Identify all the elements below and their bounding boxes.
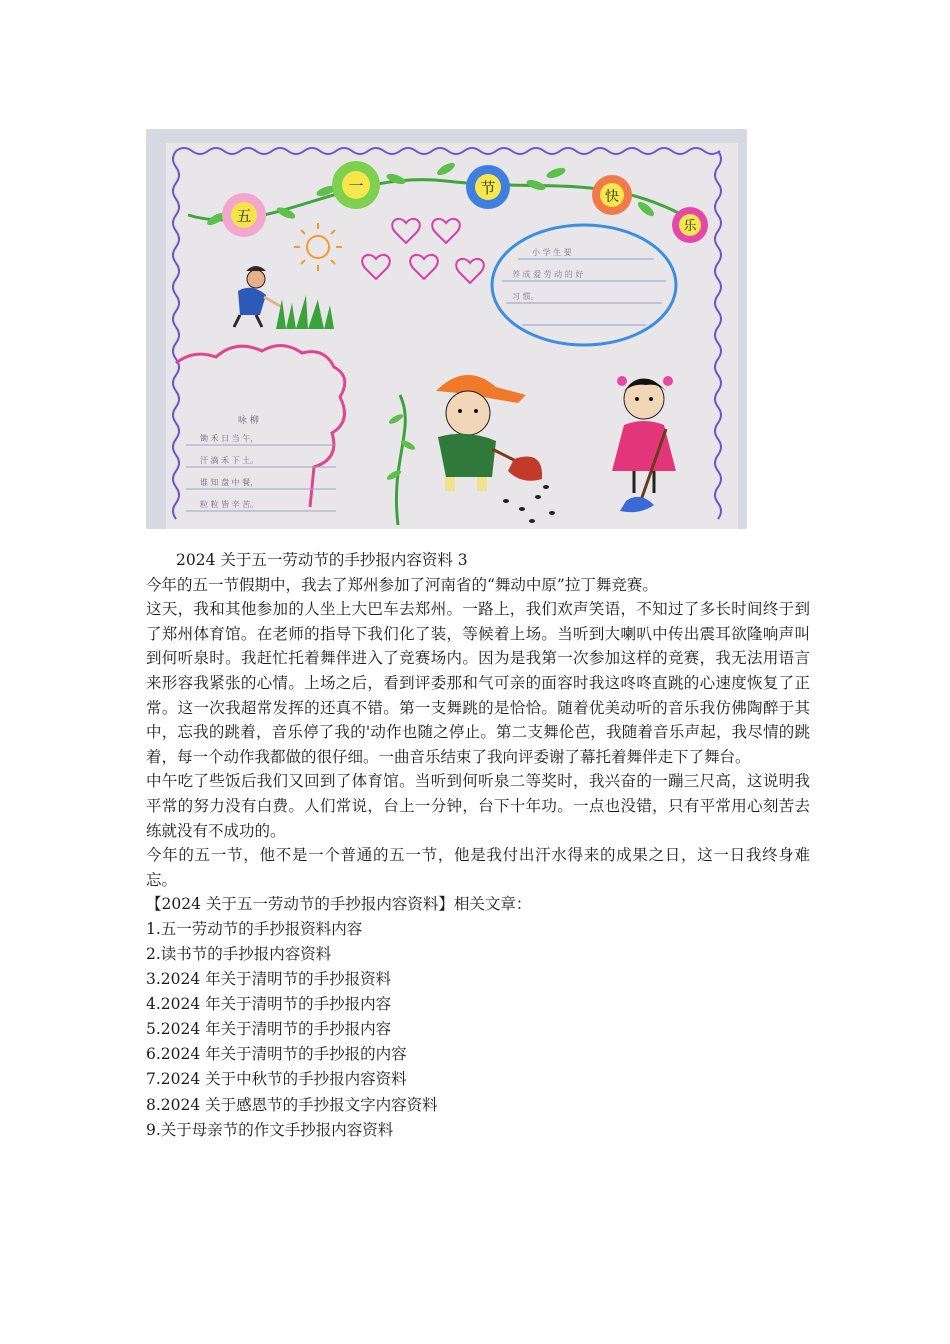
poster-title-char: 五	[236, 207, 252, 225]
related-article-link[interactable]: 2.读书节的手抄报内容资料	[146, 945, 332, 963]
poster-title-char: 一	[348, 177, 364, 195]
title-flower-5	[672, 207, 708, 243]
related-articles-list	[146, 917, 810, 1143]
handmade-poster-photo	[146, 129, 747, 529]
related-article-link[interactable]: 3.2024 年关于清明节的手抄报资料	[146, 970, 392, 989]
oval-line: 小 学 生 要	[532, 248, 572, 257]
title-flower-1	[222, 193, 266, 237]
related-article-link[interactable]: 4.2024 年关于清明节的手抄报内容	[146, 995, 392, 1014]
title-flower-4	[592, 175, 632, 215]
article-caption: 2024 关于五一劳动节的手抄报内容资料 3	[176, 551, 468, 569]
related-article-link[interactable]: 8.2024 关于感恩节的手抄报文字内容资料	[146, 1095, 438, 1114]
poster-title-char: 乐	[683, 219, 697, 234]
cloud-title: 咏 柳	[238, 416, 259, 426]
article-paragraph: 这天，我和其他参加的人坐上大巴车去郑州。一路上，我们欢声笑语，不知过了多长时间终于到了郑州体育馆。在老师的指导下我们化了装，等候着上场。当听到大喇叭中传出震耳欲隆响声叫到何听泉时。我赶忙托着舞伴进入了竞赛场内。因为是我第一次参加这样的竞赛，我无法用语言来形容我紧张的心情。上场之后，看到评委那和气可亲的面容时我这咚咚直跳的心速度恢复了正常。这一次我超常发挥的还真不错。第一支舞跳的是恰恰。随着优美动听的音乐我仿佛陶醉于其中，忘我的跳着，音乐停了我的'动作也随之停止。第二支舞伦芭，我随着音乐声起，我尽情的跳着，每一个动作我都做的很仔细。一曲音乐结束了我向评委谢了幕托着舞伴走下了舞台。	[146, 600, 810, 766]
cloud-line: 汗 滴 禾 下 土。	[200, 456, 259, 465]
related-heading: 【2024 关于五一劳动节的手抄报内容资料】相关文章：	[146, 895, 532, 914]
related-article-link[interactable]: 1.五一劳动节的手抄报资料内容	[146, 919, 363, 938]
article-paragraph: 今年的五一节，他不是一个普通的五一节，他是我付出汗水得来的成果之日，这一日我终身难忘。	[146, 846, 810, 889]
oval-line: 养 成 爱 劳 动 的 好	[512, 270, 584, 279]
article-body	[146, 548, 810, 1143]
related-article-link[interactable]: 6.2024 年关于清明节的手抄报的内容	[146, 1045, 407, 1064]
article-paragraph: 今年的五一节假期中，我去了郑州参加了河南省的“舞动中原”拉丁舞竞赛。	[146, 575, 658, 594]
cloud-line: 粒 粒 皆 辛 苦。	[200, 500, 259, 509]
title-flower-2	[332, 161, 380, 209]
poster-title-char: 快	[605, 189, 619, 205]
article-paragraph: 中午吃了些饭后我们又回到了体育馆。当听到何听泉二等奖时，我兴奋的一蹦三尺高，这说明我平常的努力没有白费。人们常说，台上一分钟，台下十年功。一点也没错，只有平常用心刻苦去练就没有不成功的。	[146, 772, 810, 840]
related-article-link[interactable]: 7.2024 关于中秋节的手抄报内容资料	[146, 1070, 407, 1089]
oval-line: 习 惯。	[512, 292, 539, 301]
title-flower-3	[466, 165, 510, 209]
cloud-line: 谁 知 盘 中 餐，	[200, 478, 259, 487]
related-article-link[interactable]: 5.2024 年关于清明节的手抄报内容	[146, 1020, 392, 1039]
cloud-line: 锄 禾 日 当 午，	[200, 434, 259, 443]
poster-title-char: 节	[480, 179, 496, 197]
related-article-link[interactable]: 9.关于母亲节的作文手抄报内容资料	[146, 1120, 394, 1139]
